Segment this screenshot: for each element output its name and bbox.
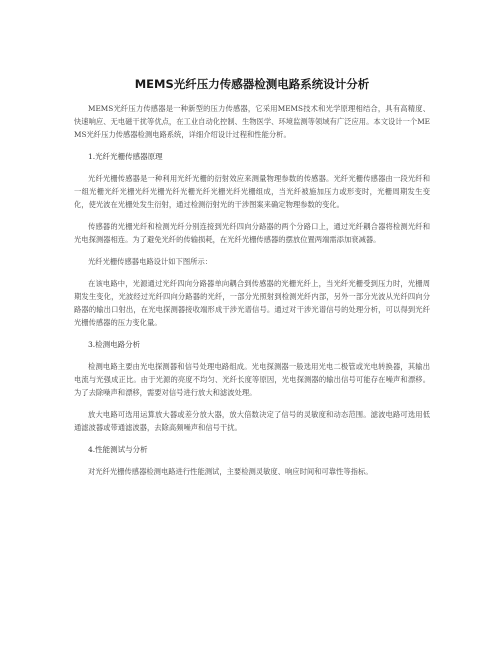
section-heading-3: 3.检测电路分析	[88, 340, 141, 349]
body-paragraph: 光纤光栅传感器电路设计如下图所示：	[88, 257, 213, 266]
document-page	[74, 76, 430, 487]
body-paragraph: 检测电路主要由光电探测器和信号处理电路组成。光电探测器一般选用光电二极管或光电转换器，其输出电流与光强成正比。由于光源的亮度不均匀、光纤长度等原因，光电探测器的输出信号可能存在噪声和漂移。为了去除噪声和漂移，需要对信号进行放大和滤波处理。	[74, 362, 430, 397]
body-paragraph: 光纤光栅传感器是一种利用光纤光栅的衍射效应来测量物理参数的传感器。光纤光栅传感器由一段光纤和一组光栅光纤光栅光纤光栅光纤光栅光纤光栅光纤光栅组成，当光纤被施加压力或形变时，光栅周期发生变化，使光波在光栅处发生衍射，通过检测衍射光的干涉图案来确定物理参数的变化。	[74, 174, 430, 209]
body-paragraph: 在该电路中，光源通过光纤四向分路器单向耦合到传感器的光栅光纤上，当光纤光栅受到压力时，光栅周期发生变化，光波经过光纤四向分路器的光纤，一部分光照射到检测光纤内部，另外一部分光波从光纤四向分路器的输出口射出，在光电探测器接收端形成干涉光谱信号。通过对干涉光谱信号的处理分析，可以得到光纤光栅传感器的压力变化量。	[74, 279, 430, 327]
body-paragraph: 传感器的光栅光纤和检测光纤分别连接到光纤四向分路器的两个分路口上，通过光纤耦合器将检测光纤和光电探测器相连。为了避免光纤的传输损耗，在光纤光栅传感器的摆放位置两端需添加衰减器。	[74, 222, 430, 244]
body-paragraph: 对光纤光栅传感器检测电路进行性能测试，主要检测灵敏度、响应时间和可靠性等指标。	[88, 467, 373, 476]
section-heading-4: 4.性能测试与分析	[88, 445, 148, 454]
intro-paragraph: MEMS光纤压力传感器是一种新型的压力传感器，它采用MEMS技术和光学原理相结合，具有高精度、快速响应、无电磁干扰等优点，在工业自动化控制、生物医学、环境监测等领域有广泛应用。本文设计一个MEMS光纤压力传感器检测电路系统，详细介绍设计过程和性能分析。	[74, 104, 430, 139]
body-paragraph: 放大电路可选用运算放大器或差分放大器，放大倍数决定了信号的灵敏度和动态范围。滤波电路可选用低通滤波器或带通滤波器，去除高频噪声和信号干扰。	[74, 410, 430, 432]
document-title: MEMS光纤压力传感器检测电路系统设计分析	[134, 77, 370, 91]
section-heading-1: 1.光纤光栅传感器原理	[88, 152, 163, 161]
